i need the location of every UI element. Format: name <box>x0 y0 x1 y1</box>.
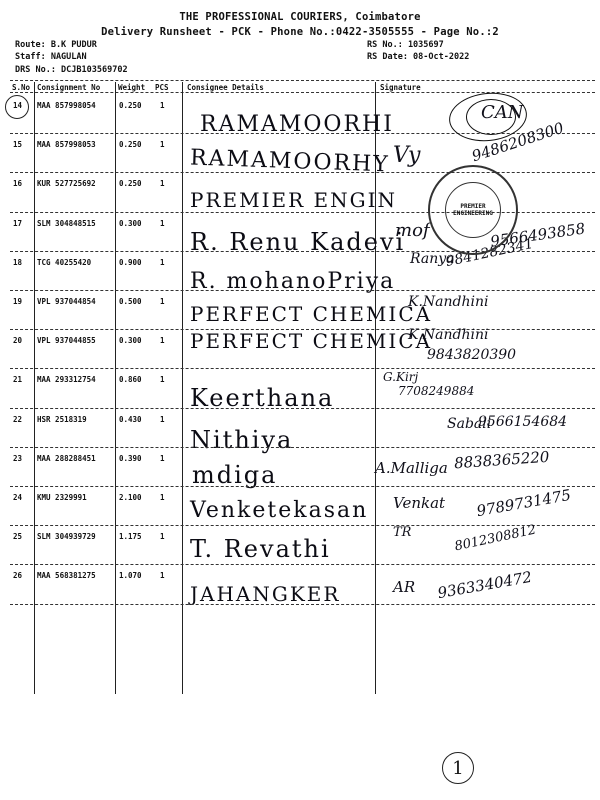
row-consignment: VPL 937044854 <box>37 297 96 306</box>
row-signature: G.Kirj <box>383 370 419 385</box>
row-signature: CAN <box>481 102 524 123</box>
row-consignment: KUR 527725692 <box>37 179 96 189</box>
row-separator <box>10 447 595 448</box>
stamp-text: PREMIER ENGINEERING <box>453 203 493 217</box>
grid-line <box>34 82 35 694</box>
row-sno: 21 <box>13 375 23 385</box>
row-separator <box>10 564 595 565</box>
row-phone: 9843820390 <box>427 347 517 364</box>
row-sno: 25 <box>13 532 23 542</box>
rs-number: RS No.: 1035697 <box>367 40 444 50</box>
row-consignment: SLM 304939729 <box>37 532 96 542</box>
row-consignment: MAA 857998053 <box>37 140 96 150</box>
col-consignment: Consignment No <box>37 83 101 92</box>
row-separator <box>10 172 595 173</box>
row-consignee-name: Venketekasan <box>190 498 369 523</box>
col-sno: S.No <box>12 83 31 92</box>
row-signature: K.Nandhini <box>408 294 489 310</box>
row-consignment: TCG 40255420 <box>37 257 92 267</box>
header-bottom-line <box>10 92 595 93</box>
col-pcs: PCS <box>155 83 169 92</box>
row-consignment: MAA 857998054 <box>37 101 96 110</box>
grid-line <box>115 82 116 694</box>
row-pcs: 1 <box>160 179 165 189</box>
row-pcs: 1 <box>160 101 165 110</box>
row-weight: 0.300 <box>119 218 142 228</box>
row-pcs: 1 <box>160 375 165 385</box>
row-weight: 0.430 <box>119 414 142 424</box>
row-weight: 0.390 <box>119 453 142 463</box>
row-phone: 9363340472 <box>436 568 534 603</box>
row-pcs: 1 <box>160 336 165 346</box>
row-sno: 19 <box>13 297 23 306</box>
row-consignee-name: RAMAMOORHI <box>200 112 394 137</box>
row-consignee-name: Nithiya <box>190 425 294 454</box>
row-signature: Venkat <box>393 494 446 512</box>
row-signature: Vy <box>393 143 421 169</box>
row-sno: 20 <box>13 336 23 346</box>
row-weight: 0.250 <box>119 101 142 110</box>
row-sno: 14 <box>13 101 23 110</box>
row-weight: 0.860 <box>119 375 142 385</box>
row-weight: 0.250 <box>119 140 142 150</box>
document-subtitle: Delivery Runsheet - PCK - Phone No.:0422-3505555 - Page No.:2 <box>101 26 499 38</box>
row-sno: 18 <box>13 257 23 267</box>
row-phone: 9841282341 <box>444 235 535 270</box>
row-consignment: HSR 2518319 <box>37 414 87 424</box>
row-consignee-name: mdiga <box>192 460 278 489</box>
row-pcs: 1 <box>160 493 165 502</box>
row-consignee-name: JAHANGKER <box>190 582 341 607</box>
row-sno: 17 <box>13 218 23 228</box>
row-consignee-name: RAMAMOORHY <box>189 145 391 178</box>
row-weight: 1.175 <box>119 532 142 542</box>
row-sno: 26 <box>13 571 23 581</box>
row-pcs: 1 <box>160 532 165 542</box>
row-weight: 0.500 <box>119 297 142 306</box>
row-sno: 24 <box>13 493 23 502</box>
row-signature: TR <box>393 525 412 541</box>
row-phone: 8012308812 <box>453 522 538 555</box>
route-label: Route: B.K PUDUR <box>15 40 97 50</box>
col-weight: Weight <box>118 83 146 92</box>
row-sno: 23 <box>13 453 23 463</box>
row-consignee-name: PERFECT CHEMICA <box>190 302 433 326</box>
row-phone: 9789731475 <box>475 485 573 521</box>
row-consignment: MAA 293312754 <box>37 375 96 385</box>
row-weight: 2.100 <box>119 493 142 502</box>
staff-label: Staff: NAGULAN <box>15 52 87 62</box>
row-consignee-name: Keerthana <box>190 384 335 413</box>
row-phone: 9486208300 <box>469 118 566 166</box>
rs-date: RS Date: 08-Oct-2022 <box>367 52 470 62</box>
row-sno: 22 <box>13 414 23 424</box>
row-pcs: 1 <box>160 414 165 424</box>
row-separator <box>10 525 595 526</box>
circled-row-mark <box>5 95 29 119</box>
row-consignee-name: T. Revathi <box>190 535 331 564</box>
header-top-line <box>10 80 595 81</box>
row-weight: 0.250 <box>119 179 142 189</box>
page-number-mark <box>442 752 474 784</box>
row-consignee-name: PERFECT CHEMICA <box>190 329 433 354</box>
row-consignment: SLM 304848515 <box>37 218 96 228</box>
page-number-text: 1 <box>452 757 464 779</box>
row-separator <box>10 408 595 409</box>
row-pcs: 1 <box>160 453 165 463</box>
row-consignee-name: PREMIER ENGIN <box>190 188 397 213</box>
row-consignment: KMU 2329991 <box>37 493 87 502</box>
row-weight: 0.900 <box>119 257 142 267</box>
grid-line <box>182 82 183 694</box>
row-signature: Sabali <box>447 415 492 432</box>
drs-label: DRS No.: DCJB103569702 <box>15 65 128 75</box>
row-signature: A.Malliga <box>375 458 448 477</box>
row-signature: mof <box>395 219 430 241</box>
row-separator <box>10 290 595 291</box>
company-stamp <box>428 165 518 255</box>
col-signature: Signature <box>380 83 421 92</box>
row-consignee-name: R. mohanoPriya <box>190 268 396 294</box>
row-signature: AR <box>393 578 416 597</box>
row-consignee-name: R. Renu Kadevi <box>190 227 406 256</box>
row-separator <box>10 486 595 487</box>
row-weight: 1.070 <box>119 571 142 581</box>
row-signature: Ranya <box>410 250 455 267</box>
row-pcs: 1 <box>160 140 165 150</box>
row-phone: 8838365220 <box>453 447 550 473</box>
row-pcs: 1 <box>160 218 165 228</box>
row-consignment: MAA 568381275 <box>37 571 96 581</box>
row-signature: K.Nandhini <box>408 327 489 344</box>
row-pcs: 1 <box>160 297 165 306</box>
row-phone: 7708249884 <box>398 384 475 399</box>
row-weight: 0.300 <box>119 336 142 346</box>
row-pcs: 1 <box>160 571 165 581</box>
stamp-inner-ring <box>445 182 501 238</box>
row-sno: 15 <box>13 140 23 150</box>
row-separator <box>10 604 595 605</box>
row-consignment: VPL 937044855 <box>37 336 96 346</box>
signature-circle-inner <box>466 99 516 135</box>
document-title: THE PROFESSIONAL COURIERS, Coimbatore <box>179 11 421 23</box>
col-consignee: Consignee Details <box>187 83 264 92</box>
row-consignment: MAA 288288451 <box>37 453 96 463</box>
row-pcs: 1 <box>160 257 165 267</box>
row-phone: 9566154684 <box>478 413 568 430</box>
row-phone: 9566493858 <box>489 219 587 251</box>
row-sno: 16 <box>13 179 23 189</box>
row-separator <box>10 368 595 369</box>
